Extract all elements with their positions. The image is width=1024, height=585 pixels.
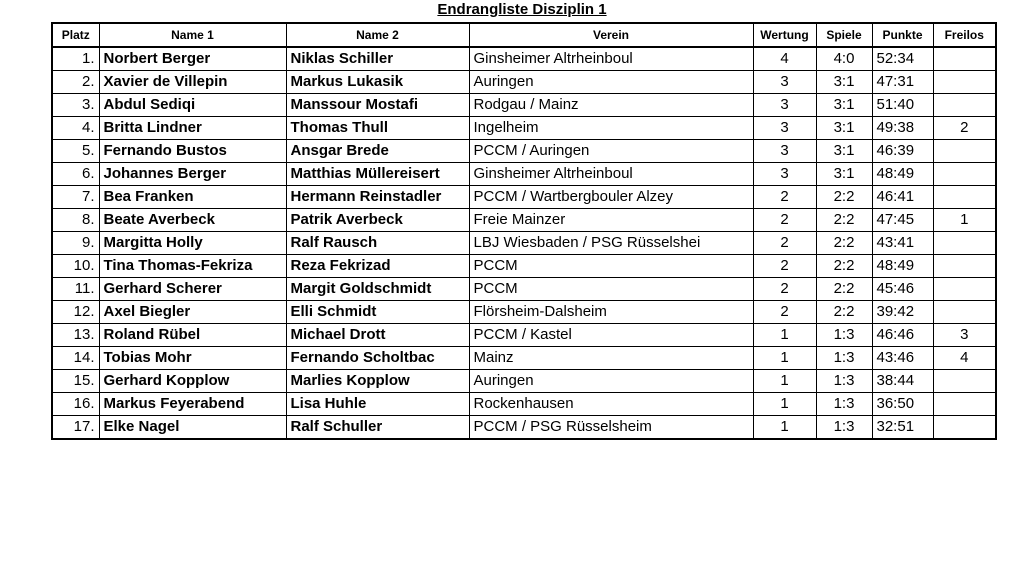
- cell-punkte: 52:34: [872, 47, 933, 71]
- cell-freilos: [933, 370, 996, 393]
- cell-platz: 2.: [52, 71, 99, 94]
- cell-freilos: [933, 393, 996, 416]
- cell-name-2: Niklas Schiller: [286, 47, 469, 71]
- table-row: [52, 47, 996, 71]
- cell-name-2: Thomas Thull: [286, 117, 469, 140]
- cell-platz: 7.: [52, 186, 99, 209]
- cell-verein: Rodgau / Mainz: [469, 94, 753, 117]
- cell-spiele: 1:3: [816, 370, 872, 393]
- cell-name-1: Abdul Sediqi: [99, 94, 286, 117]
- cell-verein: Mainz: [469, 347, 753, 370]
- cell-punkte: 36:50: [872, 393, 933, 416]
- cell-name-2: Ralf Rausch: [286, 232, 469, 255]
- cell-freilos: [933, 301, 996, 324]
- cell-name-2: Fernando Scholtbac: [286, 347, 469, 370]
- cell-punkte: 46:41: [872, 186, 933, 209]
- cell-platz: 13.: [52, 324, 99, 347]
- cell-punkte: 46:39: [872, 140, 933, 163]
- cell-platz: 8.: [52, 209, 99, 232]
- header-verein: Verein: [469, 23, 753, 47]
- cell-name-1: Norbert Berger: [99, 47, 286, 71]
- header-punkte: Punkte: [872, 23, 933, 47]
- cell-wertung: 2: [753, 186, 816, 209]
- cell-spiele: 3:1: [816, 163, 872, 186]
- table-row: [52, 186, 996, 209]
- cell-name-2: Margit Goldschmidt: [286, 278, 469, 301]
- cell-wertung: 1: [753, 347, 816, 370]
- table-row: [52, 140, 996, 163]
- cell-spiele: 2:2: [816, 278, 872, 301]
- cell-freilos: [933, 94, 996, 117]
- cell-wertung: 4: [753, 47, 816, 71]
- cell-wertung: 2: [753, 232, 816, 255]
- cell-spiele: 1:3: [816, 393, 872, 416]
- cell-spiele: 2:2: [816, 301, 872, 324]
- cell-platz: 14.: [52, 347, 99, 370]
- ranking-table: [51, 22, 997, 440]
- table-body: [52, 47, 996, 439]
- cell-verein: Ginsheimer Altrheinboul: [469, 47, 753, 71]
- cell-wertung: 3: [753, 140, 816, 163]
- cell-name-1: Axel Biegler: [99, 301, 286, 324]
- cell-spiele: 3:1: [816, 71, 872, 94]
- table-row: [52, 94, 996, 117]
- cell-name-2: Markus Lukasik: [286, 71, 469, 94]
- cell-verein: PCCM: [469, 255, 753, 278]
- cell-spiele: 2:2: [816, 232, 872, 255]
- cell-verein: PCCM / Kastel: [469, 324, 753, 347]
- cell-name-1: Gerhard Scherer: [99, 278, 286, 301]
- cell-freilos: [933, 232, 996, 255]
- cell-verein: Flörsheim-Dalsheim: [469, 301, 753, 324]
- cell-spiele: 1:3: [816, 347, 872, 370]
- cell-wertung: 1: [753, 416, 816, 440]
- cell-name-1: Johannes Berger: [99, 163, 286, 186]
- cell-spiele: 1:3: [816, 324, 872, 347]
- cell-name-1: Elke Nagel: [99, 416, 286, 440]
- cell-freilos: 4: [933, 347, 996, 370]
- cell-spiele: 2:2: [816, 255, 872, 278]
- cell-spiele: 3:1: [816, 94, 872, 117]
- table-row: [52, 232, 996, 255]
- cell-name-1: Tobias Mohr: [99, 347, 286, 370]
- cell-platz: 5.: [52, 140, 99, 163]
- cell-name-1: Bea Franken: [99, 186, 286, 209]
- cell-punkte: 45:46: [872, 278, 933, 301]
- cell-name-1: Beate Averbeck: [99, 209, 286, 232]
- cell-spiele: 2:2: [816, 209, 872, 232]
- cell-name-2: Michael Drott: [286, 324, 469, 347]
- cell-platz: 3.: [52, 94, 99, 117]
- cell-spiele: 4:0: [816, 47, 872, 71]
- header-wertung: Wertung: [753, 23, 816, 47]
- cell-freilos: [933, 71, 996, 94]
- table-row: [52, 393, 996, 416]
- cell-name-1: Fernando Bustos: [99, 140, 286, 163]
- cell-wertung: 2: [753, 209, 816, 232]
- cell-spiele: 3:1: [816, 117, 872, 140]
- table-row: [52, 324, 996, 347]
- cell-wertung: 2: [753, 255, 816, 278]
- cell-verein: Rockenhausen: [469, 393, 753, 416]
- cell-wertung: 3: [753, 71, 816, 94]
- cell-name-2: Ralf Schuller: [286, 416, 469, 440]
- table-row: [52, 71, 996, 94]
- cell-punkte: 47:31: [872, 71, 933, 94]
- table-row: [52, 255, 996, 278]
- cell-name-2: Manssour Mostafi: [286, 94, 469, 117]
- cell-punkte: 48:49: [872, 163, 933, 186]
- cell-freilos: [933, 416, 996, 440]
- header-name-2: Name 2: [286, 23, 469, 47]
- cell-name-2: Reza Fekrizad: [286, 255, 469, 278]
- cell-verein: Auringen: [469, 370, 753, 393]
- cell-name-2: Lisa Huhle: [286, 393, 469, 416]
- cell-spiele: 1:3: [816, 416, 872, 440]
- cell-platz: 12.: [52, 301, 99, 324]
- cell-spiele: 3:1: [816, 140, 872, 163]
- cell-name-1: Roland Rübel: [99, 324, 286, 347]
- cell-punkte: 46:46: [872, 324, 933, 347]
- table-header-row: [52, 23, 996, 47]
- cell-platz: 15.: [52, 370, 99, 393]
- cell-freilos: [933, 163, 996, 186]
- cell-platz: 16.: [52, 393, 99, 416]
- cell-name-2: Ansgar Brede: [286, 140, 469, 163]
- cell-platz: 11.: [52, 278, 99, 301]
- cell-freilos: [933, 255, 996, 278]
- cell-wertung: 1: [753, 393, 816, 416]
- cell-freilos: [933, 140, 996, 163]
- cell-freilos: 2: [933, 117, 996, 140]
- cell-verein: Ginsheimer Altrheinboul: [469, 163, 753, 186]
- cell-verein: Auringen: [469, 71, 753, 94]
- cell-freilos: [933, 278, 996, 301]
- cell-wertung: 2: [753, 301, 816, 324]
- table-row: [52, 301, 996, 324]
- cell-verein: PCCM / Wartbergbouler Alzey: [469, 186, 753, 209]
- cell-platz: 10.: [52, 255, 99, 278]
- cell-punkte: 43:41: [872, 232, 933, 255]
- cell-punkte: 38:44: [872, 370, 933, 393]
- cell-name-2: Marlies Kopplow: [286, 370, 469, 393]
- cell-verein: Freie Mainzer: [469, 209, 753, 232]
- cell-spiele: 2:2: [816, 186, 872, 209]
- cell-freilos: 1: [933, 209, 996, 232]
- cell-punkte: 51:40: [872, 94, 933, 117]
- cell-platz: 6.: [52, 163, 99, 186]
- table-row: [52, 370, 996, 393]
- cell-verein: PCCM / PSG Rüsselsheim: [469, 416, 753, 440]
- header-name-1: Name 1: [99, 23, 286, 47]
- table-row: [52, 163, 996, 186]
- cell-name-1: Tina Thomas-Fekriza: [99, 255, 286, 278]
- cell-name-2: Matthias Müllereisert: [286, 163, 469, 186]
- table-row: [52, 416, 996, 440]
- table-row: [52, 209, 996, 232]
- cell-wertung: 1: [753, 324, 816, 347]
- cell-name-1: Margitta Holly: [99, 232, 286, 255]
- table-row: [52, 117, 996, 140]
- cell-punkte: 32:51: [872, 416, 933, 440]
- header-platz: Platz: [52, 23, 99, 47]
- table-row: [52, 278, 996, 301]
- cell-punkte: 43:46: [872, 347, 933, 370]
- cell-wertung: 3: [753, 163, 816, 186]
- cell-verein: PCCM: [469, 278, 753, 301]
- table-row: [52, 347, 996, 370]
- cell-name-1: Gerhard Kopplow: [99, 370, 286, 393]
- cell-freilos: 3: [933, 324, 996, 347]
- header-freilos: Freilos: [933, 23, 996, 47]
- cell-verein: LBJ Wiesbaden / PSG Rüsselshei: [469, 232, 753, 255]
- cell-wertung: 1: [753, 370, 816, 393]
- cell-verein: PCCM / Auringen: [469, 140, 753, 163]
- cell-platz: 17.: [52, 416, 99, 440]
- cell-punkte: 49:38: [872, 117, 933, 140]
- cell-name-2: Patrik Averbeck: [286, 209, 469, 232]
- cell-name-1: Britta Lindner: [99, 117, 286, 140]
- cell-platz: 4.: [52, 117, 99, 140]
- cell-freilos: [933, 47, 996, 71]
- cell-name-2: Hermann Reinstadler: [286, 186, 469, 209]
- cell-wertung: 2: [753, 278, 816, 301]
- page-title: Endrangliste Disziplin 1: [437, 1, 607, 18]
- cell-name-1: Markus Feyerabend: [99, 393, 286, 416]
- cell-name-1: Xavier de Villepin: [99, 71, 286, 94]
- cell-name-2: Elli Schmidt: [286, 301, 469, 324]
- cell-wertung: 3: [753, 94, 816, 117]
- cell-wertung: 3: [753, 117, 816, 140]
- cell-platz: 9.: [52, 232, 99, 255]
- cell-punkte: 48:49: [872, 255, 933, 278]
- cell-verein: Ingelheim: [469, 117, 753, 140]
- cell-punkte: 39:42: [872, 301, 933, 324]
- header-spiele: Spiele: [816, 23, 872, 47]
- cell-freilos: [933, 186, 996, 209]
- cell-platz: 1.: [52, 47, 99, 71]
- cell-punkte: 47:45: [872, 209, 933, 232]
